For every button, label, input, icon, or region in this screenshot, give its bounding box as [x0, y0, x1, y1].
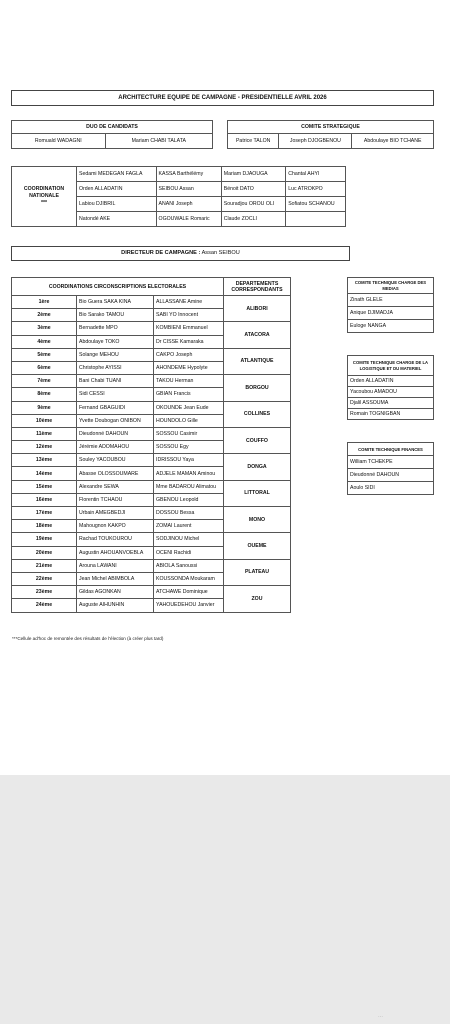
table-row	[12, 427, 291, 440]
strategique-member: Abdoulaye BIO TCHANE	[352, 134, 434, 149]
coordinator-name: Jean Michel ABIMBOLA	[77, 572, 154, 585]
circonscription-number: 23ème	[12, 586, 77, 599]
coordination-member: Claude ZOCLI	[221, 212, 285, 227]
table-row	[12, 533, 291, 546]
coordination-member: SEIBOU Assan	[156, 182, 221, 197]
medias-member: Zinath GLELE	[348, 294, 434, 307]
deputy-name: Mme BADAROU Alimatou	[154, 480, 224, 493]
duo-header: DUO DE CANDIDATS	[12, 121, 213, 134]
departement-cell: ZOU	[224, 586, 291, 612]
coordination-member: Sedami MEDEGAN FAGLA	[77, 167, 157, 182]
table-row	[12, 454, 291, 467]
deputy-name: OCENI Rachidi	[154, 546, 224, 559]
coordinator-name: Fernand GBAGUIDI	[77, 401, 154, 414]
circonscription-number: 10ème	[12, 414, 77, 427]
coordinator-name: Bio Guera SAKA KINA	[77, 296, 154, 309]
coordinator-name: Augustin AHOUANVOEBLA	[77, 546, 154, 559]
strategique-member: Joseph DJOGBENOU	[279, 134, 352, 149]
coordination-member: KASSA Barthélémy	[156, 167, 221, 182]
medias-member: Euloge NANGA	[348, 320, 434, 333]
table-row	[12, 559, 291, 572]
finances-member: Dieudonné DAHOUN	[348, 469, 434, 482]
departement-cell: DONGA	[224, 454, 291, 480]
departement-cell: PLATEAU	[224, 559, 291, 585]
coordinations-table	[11, 277, 291, 613]
coordinator-name: Auguste AIHUNHIN	[77, 599, 154, 612]
coordinator-name: Rachad TOUKOUROU	[77, 533, 154, 546]
coordinator-name: Dieudonné DAHOUN	[77, 427, 154, 440]
coordination-nationale-label: COORDINATION NATIONALE	[23, 186, 65, 199]
circonscription-number: 12ème	[12, 441, 77, 454]
coordinator-name: Mahougnon KAKPO	[77, 520, 154, 533]
departement-cell: BORGOU	[224, 375, 291, 401]
comite-medias-header: COMITE TECHNIQUE CHARGE DES MEDIAS	[348, 278, 434, 294]
circonscription-number: 14ème	[12, 467, 77, 480]
strategique-member: Patrice TALON	[228, 134, 279, 149]
logistique-member: Romain TOGNIGBAN	[348, 409, 434, 420]
deputy-name: SODJINOU Michel	[154, 533, 224, 546]
deputy-name: YAHOUEDEHOU Janvier	[154, 599, 224, 612]
finances-member: Aoulo SIDI	[348, 482, 434, 495]
deputy-name: KOMBIENI Emmanuel	[154, 322, 224, 335]
circonscription-number: 16ème	[12, 493, 77, 506]
circonscription-number: 1ère	[12, 296, 77, 309]
circonscription-number: 7ème	[12, 375, 77, 388]
coordinator-name: Jérémie ADOMAHOU	[77, 441, 154, 454]
comite-finances-table	[347, 442, 434, 495]
directeur-box	[11, 246, 350, 261]
coordination-member: Mariam DJAOUGA	[221, 167, 285, 182]
coordination-nationale-marker: ***	[40, 200, 48, 206]
table-row	[12, 401, 291, 414]
coordinator-name: Abasse OLOSSOUMARE	[77, 467, 154, 480]
coordination-nationale-label-cell	[12, 167, 77, 227]
coordinator-name: Christophe AYISSI	[77, 361, 154, 374]
circonscription-number: 2ème	[12, 309, 77, 322]
circonscription-number: 18ème	[12, 520, 77, 533]
circonscription-number: 8ème	[12, 388, 77, 401]
coordinations-header: COORDINATIONS CIRCONSCRIPTIONS ELECTORALES	[12, 278, 224, 296]
logistique-member: Yacoubou AMADOU	[348, 387, 434, 398]
comite-strategique-header: COMITE STRATEGIQUE	[228, 121, 434, 134]
deputy-name: KOUSSONDA Moukaram	[154, 572, 224, 585]
coordinator-name: Sidi CESSI	[77, 388, 154, 401]
circonscription-number: 15ème	[12, 480, 77, 493]
table-row	[12, 586, 291, 599]
deputy-name: GBIAN Francis	[154, 388, 224, 401]
coordination-member: Bénoit DATO	[221, 182, 285, 197]
departement-cell: COUFFO	[224, 427, 291, 453]
finances-member: William TCHEKPE	[348, 456, 434, 469]
circonscription-number: 20ème	[12, 546, 77, 559]
coordinator-name: Yvette Doubogan ONIBON	[77, 414, 154, 427]
directeur-label: DIRECTEUR DE CAMPAGNE :	[121, 250, 201, 256]
departement-cell: LITTORAL	[224, 480, 291, 506]
deputy-name: Dr CISSE Kamaraka	[154, 335, 224, 348]
circonscription-number: 22ème	[12, 572, 77, 585]
deputy-name: HOUNDOLO Gille	[154, 414, 224, 427]
footnote: ***Cellule ad'hoc de remontée des résultats de l'élection (à créer plus tard)	[12, 636, 164, 641]
logistique-member: Djalil ASSOUMA	[348, 398, 434, 409]
departement-cell: ALIBORI	[224, 296, 291, 322]
medias-member: Anique DJIMADJA	[348, 307, 434, 320]
deputy-name: ATCHAWE Dominique	[154, 586, 224, 599]
coordinator-name: Bernadette MPO	[77, 322, 154, 335]
deputy-name: TAKOU Herman	[154, 375, 224, 388]
circonscription-number: 17ème	[12, 507, 77, 520]
deputy-name: GBENOU Leopold	[154, 493, 224, 506]
deputy-name: SOSSOU Casimir	[154, 427, 224, 440]
main-title: ARCHITECTURE EQUIPE DE CAMPAGNE - PRESIDENTIELLE AVRIL 2026	[11, 90, 434, 106]
deputy-name: IDRISSOU Yaya	[154, 454, 224, 467]
deputy-name: SABI YO Innocent	[154, 309, 224, 322]
coordination-member: Chantal AHYI	[286, 167, 346, 182]
coordinator-name: Florentin TCHAOU	[77, 493, 154, 506]
departements-header: DEPARTEMENTS CORRESPONDANTS	[224, 278, 291, 296]
deputy-name: DOSSOU Bessa	[154, 507, 224, 520]
duo-table	[11, 120, 213, 149]
circonscription-number: 6ème	[12, 361, 77, 374]
coordination-member: Luc ATROKPO	[286, 182, 346, 197]
coordinator-name: Bani Chabi TUANI	[77, 375, 154, 388]
circonscription-number: 21ème	[12, 559, 77, 572]
coordination-member: Sofiatou SCHANOU	[286, 197, 346, 212]
deputy-name: ALLASSANE Amine	[154, 296, 224, 309]
circonscription-number: 5ème	[12, 348, 77, 361]
circonscription-number: 13ème	[12, 454, 77, 467]
logistique-member: Orden ALLADATIN	[348, 376, 434, 387]
directeur-name: Assan SEIBOU	[201, 250, 240, 256]
table-row	[12, 507, 291, 520]
coordination-member: ANANI Joseph	[156, 197, 221, 212]
deputy-name: ABIOLA Sanoussi	[154, 559, 224, 572]
comite-logistique-table	[347, 355, 434, 420]
duo-member: Romuald WADAGNI	[12, 134, 106, 149]
departement-cell: ATLANTIQUE	[224, 348, 291, 374]
circonscription-number: 11ème	[12, 427, 77, 440]
comite-strategique-table	[227, 120, 434, 149]
comite-finances-header: COMITE TECHNIQUE FINANCES	[348, 443, 434, 456]
coordination-member: OGOUWALE Romaric	[156, 212, 221, 227]
deputy-name: SOSSOU Egy	[154, 441, 224, 454]
coordinator-name: Abdoulaye TOKO	[77, 335, 154, 348]
deputy-name: OKOUNDE Jean Eude	[154, 401, 224, 414]
table-row	[12, 480, 291, 493]
coordination-member: Natondé AKE	[77, 212, 157, 227]
departement-cell: ATACORA	[224, 322, 291, 348]
deputy-name: AHONDEME Hypolyte	[154, 361, 224, 374]
coordinator-name: Arouna LAWANI	[77, 559, 154, 572]
coordinator-name: Souley YACOUBOU	[77, 454, 154, 467]
departement-cell: OUEME	[224, 533, 291, 559]
coordinator-name: Solange MEHOU	[77, 348, 154, 361]
circonscription-number: 19ème	[12, 533, 77, 546]
page-scroll-indicator: ⋯	[378, 1014, 383, 1020]
table-row	[12, 348, 291, 361]
deputy-name: ZOMAI Laurent	[154, 520, 224, 533]
coordination-nationale-table	[11, 166, 346, 227]
table-row	[12, 375, 291, 388]
coordination-member: Souradjou OROU OLI	[221, 197, 285, 212]
comite-logistique-header: COMITE TECHNIQUE CHARGE DE LA LOGISTIQUE ET DU MATERIEL	[348, 356, 434, 376]
coordination-member	[286, 212, 346, 227]
coordinator-name: Urbain AMEGBEDJI	[77, 507, 154, 520]
coordination-member: Labiou DJIBRIL	[77, 197, 157, 212]
departement-cell: MONO	[224, 507, 291, 533]
duo-member: Mariam CHABI TALATA	[105, 134, 212, 149]
departement-cell: COLLINES	[224, 401, 291, 427]
circonscription-number: 4ème	[12, 335, 77, 348]
circonscription-number: 3ème	[12, 322, 77, 335]
deputy-name: ADJELE MAMAN Aminou	[154, 467, 224, 480]
circonscription-number: 9ème	[12, 401, 77, 414]
deputy-name: CAKPO Joseph	[154, 348, 224, 361]
coordinator-name: Gildas AGONKAN	[77, 586, 154, 599]
coordinator-name: Bio Sarako TAMOU	[77, 309, 154, 322]
comite-medias-table	[347, 277, 434, 333]
table-row	[12, 322, 291, 335]
circonscription-number: 24ème	[12, 599, 77, 612]
coordinator-name: Alexandre SEWA	[77, 480, 154, 493]
coordination-member: Orden ALLADATIN	[77, 182, 157, 197]
table-row	[12, 296, 291, 309]
